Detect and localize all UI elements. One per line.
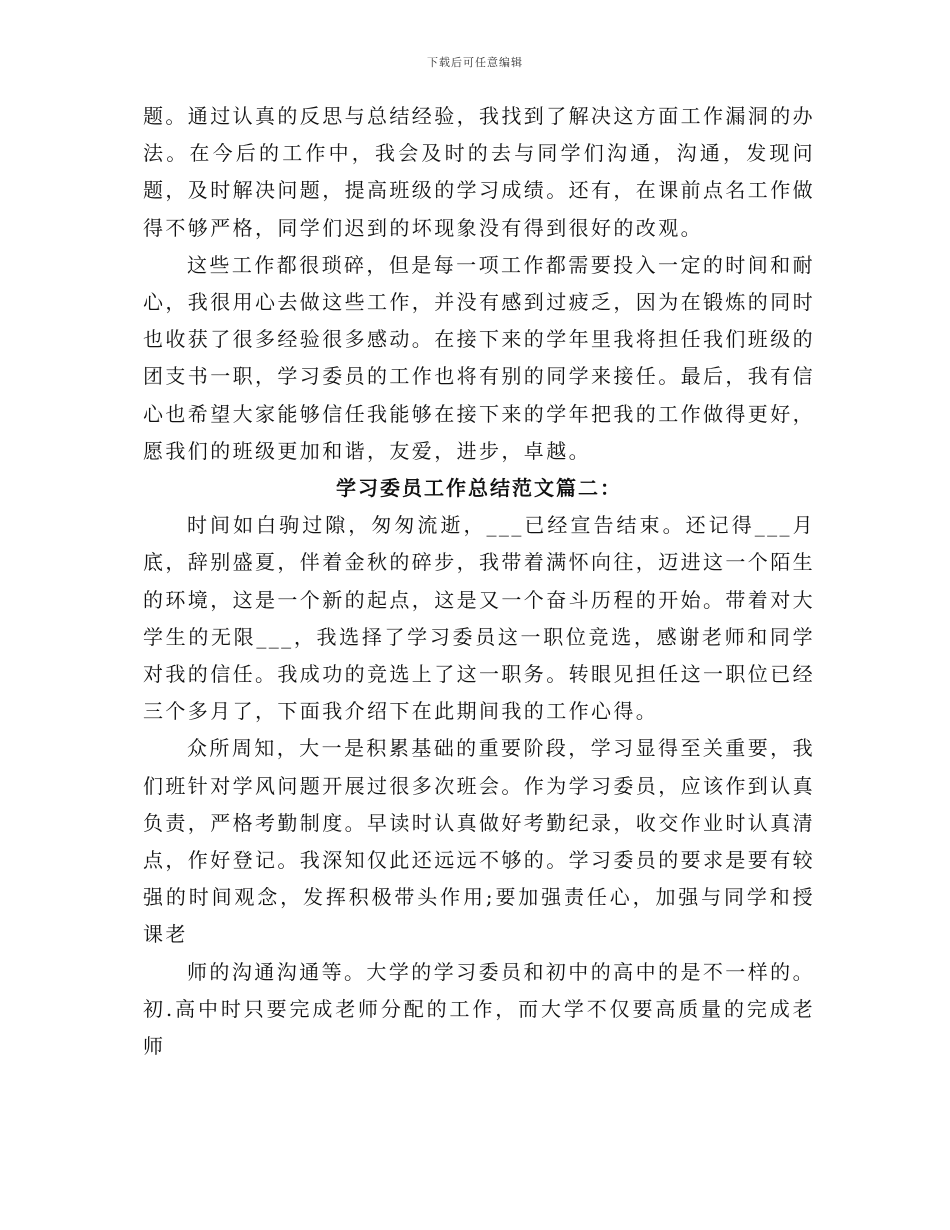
- page-header: 下载后可任意编辑: [427, 56, 523, 69]
- section-heading: 学习委员工作总结范文篇二：: [336, 476, 622, 501]
- paragraph-comparison: 师的沟通沟通等。大学的学习委员和初中的高中的是不一样的。初.高中时只要完成老师分配的工作，而大学不仅要高质量的完成老师: [143, 959, 815, 1059]
- document-body: [143, 98, 815, 1065]
- paragraph-responsibilities: 众所周知，大一是积累基础的重要阶段，学习显得至关重要，我们班针对学风问题开展过很多次班会。作为学习委员，应该作到认真负责，严格考勤制度。早读时认真做好考勤纪录，收交作业时认真清点，作好登记。我深知仅此还远远不够的。学习委员的要求是要有较强的时间观念，发挥积极带头作用;要加强责任心，加强与同学和授课老: [143, 736, 815, 947]
- paragraph-continuation: 题。通过认真的反思与总结经验，我找到了解决这方面工作漏洞的办法。在今后的工作中，我会及时的去与同学们沟通，沟通，发现问题，及时解决问题，提高班级的学习成绩。还有，在课前点名工作做得不够严格，同学们迟到的坏现象没有得到很好的改观。: [143, 104, 815, 240]
- paragraph-work-reflection: 这些工作都很琐碎，但是每一项工作都需要投入一定的时间和耐心，我很用心去做这些工作，并没有感到过疲乏，因为在锻炼的同时也收获了很多经验很多感动。在接下来的学年里我将担任我们班级的团支书一职，学习委员的工作也将有别的同学来接任。最后，我有信心也希望大家能够信任我能够在接下来的学年把我的工作做得更好，愿我们的班级更加和谐，友爱，进步，卓越。: [143, 252, 815, 463]
- paragraph-introduction: 时间如白驹过隙，匆匆流逝，___已经宣告结束。还记得___月底，辞别盛夏，伴着金秋的碎步，我带着满怀向往，迈进这一个陌生的环境，这是一个新的起点，这是又一个奋斗历程的开始。带着对大学生的无限___，我选择了学习委员这一职位竞选，感谢老师和同学对我的信任。我成功的竞选上了这一职务。转眼见担任这一职位已经三个多月了，下面我介绍下在此期间我的工作心得。: [143, 513, 815, 724]
